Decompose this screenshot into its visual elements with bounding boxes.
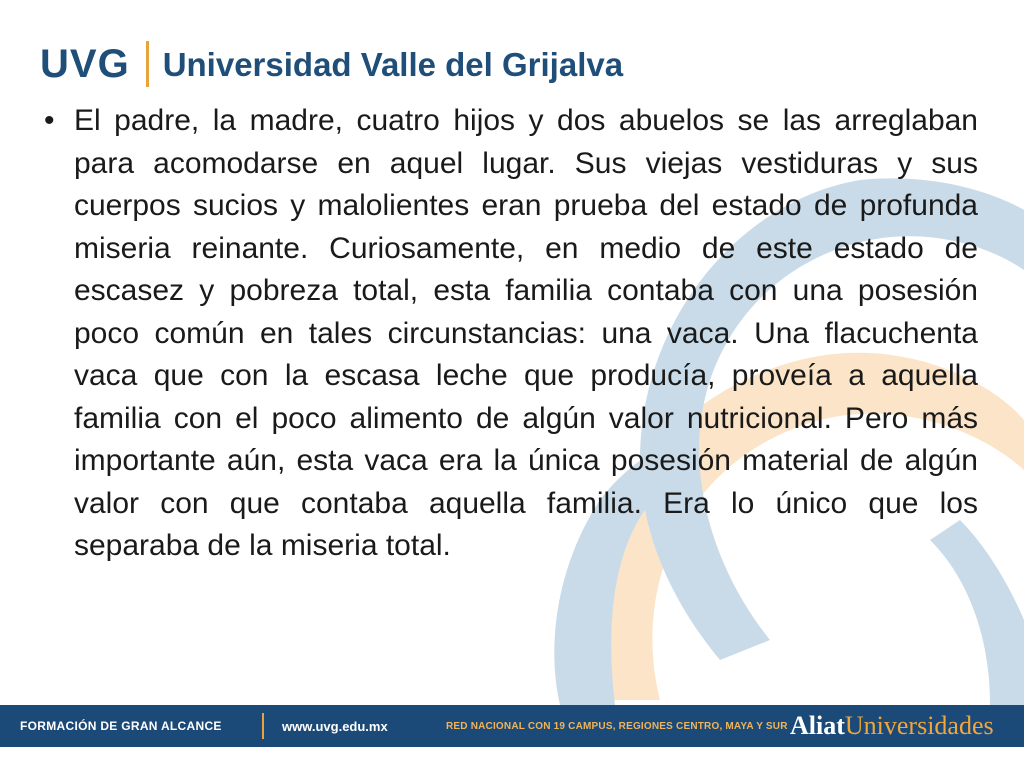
header-logo (40, 36, 623, 92)
footer-url-link[interactable]: www.uvg.edu.mx (282, 718, 388, 734)
logo-long: Universidad Valle del Grijalva (162, 45, 624, 83)
main-content (44, 100, 978, 568)
logo-short: UVG (40, 42, 130, 86)
bullet-item (44, 100, 978, 568)
footer-network-text: RED NACIONAL CON 19 CAMPUS, REGIONES CENTRO, MAYA Y SUR (446, 720, 788, 732)
logo-divider (146, 41, 149, 87)
footer-bottom-strip (0, 747, 1024, 768)
bullet-icon: • (44, 104, 55, 137)
footer-divider (262, 713, 264, 739)
footer-brand-logo (790, 709, 994, 743)
brand-part-universidades: Universidades (844, 711, 994, 740)
bullet-paragraph: El padre, la madre, cuatro hijos y dos abuelos se las arreglaban para acomodarse en aquel lugar. Sus viejas vestiduras y sus cuerpos sucios y malolientes eran prueba del estado de profunda miseria reinante. Curiosamente, en medio de este estado de escasez y pobreza total, esta familia contaba con una posesión poco común en tales circunstancias: una vaca. Una flacuchenta vaca que con la escasa leche que producía, proveía a aquella familia con el poco alimento de algún valor nutricional. Pero más importante aún, esta vaca era la única posesión material de algún valor con que contaba aquella familia. Era lo único que los separaba de la miseria total. (74, 104, 978, 562)
footer-bar (0, 705, 1024, 747)
footer-tagline: FORMACIÓN DE GRAN ALCANCE (20, 719, 222, 733)
brand-part-aliat: Aliat (790, 711, 845, 740)
